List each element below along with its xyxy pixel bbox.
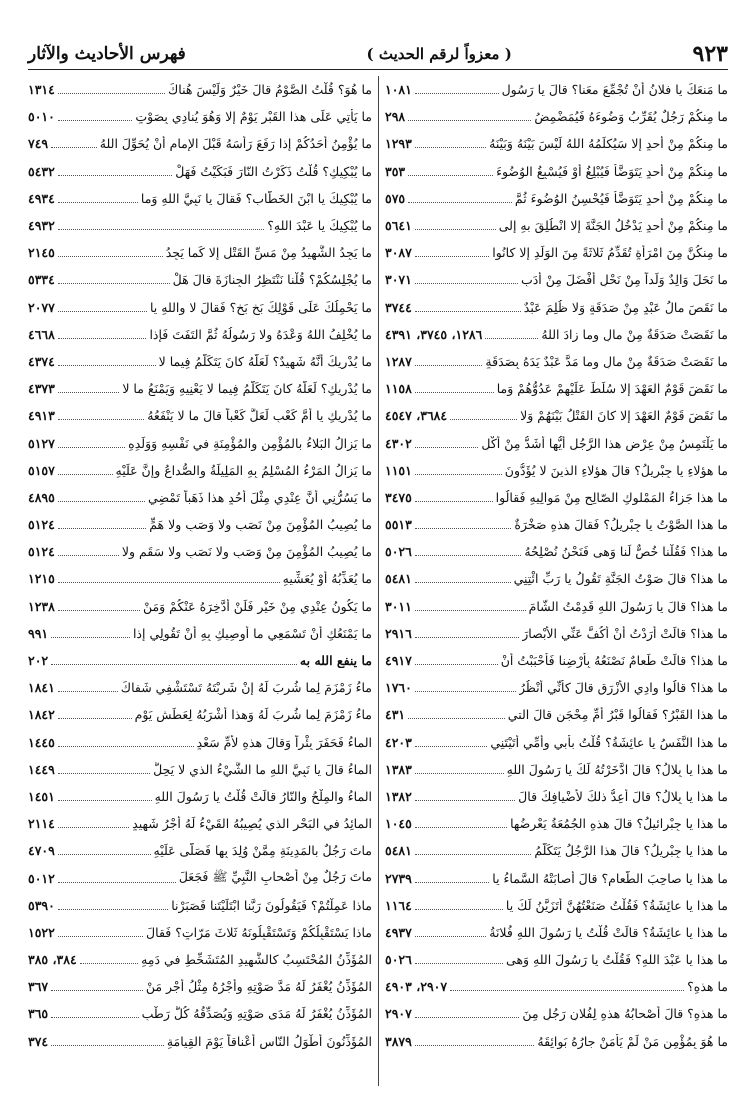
entry-text: المُؤَذِّنُونَ أطْوَلُ النّاسِ أعْناقاً يَوْمَ القِيامَةِ (166, 1033, 372, 1049)
index-entry (28, 402, 372, 429)
entry-text: الماءُ قالَ يا نَبِيَّ اللهِ ما الشَّيْءُ الذي لا يَحِلُّ (153, 761, 372, 777)
index-entry (385, 321, 728, 348)
hadith-number: ١٥٢٢ (28, 924, 55, 940)
entry-text: ماءُ زَمْزَمَ لِما شُرِبَ لَهُ إنْ شَرِبْتَهُ تَسْتَشْفِي شَفاكَ (120, 680, 372, 696)
hadith-number: ٥٦٤١ (385, 218, 412, 234)
index-entry (385, 103, 728, 130)
dot-leader (51, 664, 297, 665)
hadith-number: ١٢٨٧ (385, 353, 412, 369)
dot-leader (408, 175, 493, 176)
index-entry (385, 375, 728, 402)
hadith-number: ٢٩٠٧، ٤٩٠٣ (385, 979, 448, 995)
entry-text: ما هذا القَبْرُ؟ فَقالُوا قَبْرُ أُمِّ مِحْجَنٍ قالَ التي (507, 707, 728, 723)
hadith-number: ٢٩٨ (385, 109, 406, 125)
right-column (378, 76, 728, 1086)
entry-text: ما يُصِيبُ المُؤْمِنَ مِنْ وَصَبٍ ولا نَصَبٍ ولا سَقَمٍ ولا (121, 544, 372, 560)
index-entry (28, 429, 372, 456)
hadith-number: ٣٨٧٩ (385, 1033, 412, 1049)
dot-leader (415, 1045, 535, 1046)
hadith-number: ٣٦٥ (28, 1006, 49, 1022)
hadith-number: ١٨٤١ (28, 680, 55, 696)
index-entry (385, 620, 728, 647)
entry-text: ما هذا؟ قالَتْ أرَدْتُ أنْ أكُفَّ عَنِّي الأبْصارَ (522, 625, 728, 641)
dot-leader (415, 800, 515, 801)
entry-text: ما يُخْلِفُ اللهُ وَعْدَهُ ولا رَسُولُهُ ثُمَّ التَفَتَ فَإذا (149, 326, 372, 342)
entry-text: ما مَنعَكَ يا فلانُ أنْ تُجْمِّعَ معَنا؟ قالَ يا رَسُول (501, 82, 728, 98)
dot-leader (408, 718, 505, 719)
index-entry (28, 375, 372, 402)
entry-text: ما هذا النَّفَسُ يا عائِشَةُ؟ قُلْتُ بأبي وأُمِّي أتَيْتَنِي (490, 734, 728, 750)
dot-leader (58, 691, 118, 692)
entry-text: ما مِنكُمْ رَجُلٌ يُقَرِّبُ وَضُوءَهُ فَيُمَضْمِضُ (534, 109, 728, 125)
entry-text: ماتَ رَجُلٌ مِنْ أصْحابِ النَّبِيِّ ﷺ فَجَعَلَ (178, 868, 372, 884)
dot-leader (415, 691, 516, 692)
entry-text: المُؤَذِّنُ يُغْفَرُ لَهُ مَدَى صَوْتِهِ وَيُصَدِّقُهُ كُلُّ رَطْبٍ (141, 1006, 372, 1022)
dot-leader (415, 256, 489, 257)
index-entry (385, 158, 728, 185)
entry-text: ما يَسُرُّنِي أنَّ عِنْدِي مِثْلَ أُحُدٍ هذا ذَهَباً تَمْضِي (148, 489, 372, 505)
dot-leader (415, 582, 511, 583)
dot-leader (415, 447, 479, 448)
hadith-number: ١٣١٤ (28, 82, 55, 98)
dot-leader (408, 120, 531, 121)
entry-text: ما يَأتِي عَلَى هذا القَبْرِ يَوْمٌ إلا وَهُوَ يُنادِي بِصَوْتٍ (135, 109, 372, 125)
dot-leader (58, 474, 113, 475)
dot-leader (415, 909, 503, 910)
entry-text: ما هذا يا عَبْدَ اللهِ؟ فَقُلْتُ يا رَسُولَ اللهِ وَهى (506, 952, 728, 968)
entry-text: ما يُبْكِيكِ؟ قُلْتُ ذَكَرْتُ النّارَ فَبَكَيْتُ فَهَلْ (175, 163, 372, 179)
index-entry (385, 837, 728, 864)
dot-leader (58, 501, 145, 502)
hadith-number: ١٤٤٩ (28, 761, 55, 777)
entry-text: ما يَزالُ البَلاءُ بالمُؤْمِنِ والمُؤْمِنَةِ في نَفْسِهِ وَوَلَدِهِ (128, 435, 372, 451)
index-entry (28, 321, 372, 348)
index-entry (385, 892, 728, 919)
hadith-number: ٥٠٢٦ (385, 952, 412, 968)
entry-text: ما يُصِيبُ المُؤْمِنَ مِنْ نَصَبٍ ولا وَصَبٍ ولا هَمٍّ (149, 517, 372, 533)
dot-leader (58, 610, 140, 611)
index-entry (385, 593, 728, 620)
entry-text: ما نَقَضَ قَوْمٌ العَهْدَ إلا كانَ القَتْلُ بَيْنَهُمْ وَلا (520, 408, 728, 424)
entry-text: ما نَقَصَتْ صَدَقَةٌ مِنْ مالٍ وما مَدَّ عَبْدٌ يَدَهُ بِصَدَقَةٍ (485, 353, 728, 369)
entry-text: ما مِنكُمْ مِنْ أحدٍ يَتَوَضَّأُ فَيُحْسِنُ الوُضُوءَ ثُمَّ (514, 190, 728, 206)
index-entry (385, 266, 728, 293)
section-subtitle: ( معزواً لرقم الحديث ) (366, 45, 512, 63)
hadith-number: ٣٦٧ (28, 979, 49, 995)
dot-leader (58, 229, 264, 230)
entry-text: ماذا يَسْتَقْبِلُكُمْ وَتَسْتَقْبِلُونَهُ ثَلاثَ مَرّاتٍ؟ فَقالَ (146, 924, 372, 940)
index-entry (28, 864, 372, 891)
dot-leader (58, 936, 143, 937)
index-entry (28, 185, 372, 212)
index-entry (28, 593, 372, 620)
dot-leader (58, 528, 146, 529)
dot-leader (58, 202, 138, 203)
hadith-number: ٣٦٨٤، ٤٥٤٧ (385, 408, 448, 424)
hadith-number: ٥٣٩٠ (28, 897, 55, 913)
index-entry (385, 864, 728, 891)
entry-text: ما هذا؟ قالَ يا رَسُولَ اللهِ قَدِمْتُ الشّامَ (528, 598, 728, 614)
entry-text: ما يُبْكِيكَ يا ابْنَ الخَطّابِ؟ فَقالَ يا نَبِيَّ اللهِ وَما (140, 190, 372, 206)
dot-leader (415, 528, 512, 529)
index-entry (28, 892, 372, 919)
page-number: ٩٢٣ (692, 41, 728, 67)
index-title: فهرس الأحاديث والآثار (28, 44, 186, 64)
dot-leader (58, 555, 119, 556)
entry-text: ماتَ رَجُلٌ بالمَدِينَةِ مِمَّنْ وُلِدَ بِها فَصَلَّى عَلَيْهِ (153, 843, 372, 859)
hadith-number: ١٢٣٨ (28, 598, 55, 614)
hadith-number: ٥٤٨١ (385, 843, 412, 859)
dot-leader (51, 990, 143, 991)
dot-leader (415, 311, 521, 312)
hadith-number: ٣٧٤٤ (385, 299, 412, 315)
index-entry (28, 212, 372, 239)
entry-text: ما هذا يا جِبْريلُ؟ قالَ هذا الرَّجُلُ يَتَكَلَّمُ (534, 843, 728, 859)
index-entry (385, 701, 728, 728)
dot-leader (58, 283, 170, 284)
index-entry (385, 674, 728, 701)
entry-text: ما يَحْمِلُكَ عَلَى قَوْلِكَ بَخٍ بَخٍ؟ فَقالَ لا واللهِ يا (150, 299, 372, 315)
entry-text: ما هذا يا بِلالُ؟ قالَ أُعِدُّ ذلكَ لأضْيافِكَ قالَ (518, 788, 728, 804)
dot-leader (58, 338, 147, 339)
dot-leader (415, 637, 519, 638)
index-entry (28, 783, 372, 810)
index-entry (385, 647, 728, 674)
hadith-number: ٢٩١٦ (385, 625, 412, 641)
hadith-number: ٣٧٤ (28, 1033, 49, 1049)
hadith-number: ١٢١٥ (28, 571, 55, 587)
dot-leader (58, 827, 129, 828)
hadith-number: ١٣٨٣ (385, 761, 412, 777)
index-entry (385, 756, 728, 783)
index-entry (28, 457, 372, 484)
entry-text: ما هذهِ؟ (687, 979, 728, 995)
dot-leader (415, 365, 483, 366)
index-entry (28, 946, 372, 973)
dot-leader (415, 963, 503, 964)
dot-leader (415, 555, 522, 556)
hadith-number: ٤٧٠٩ (28, 843, 55, 859)
dot-leader (58, 773, 150, 774)
entry-text: ما يُؤْمِنُ أحَدُكُمْ إذا رَفَعَ رَأسَهُ قَبْلَ الإمامِ أنْ يُحَوِّلَ اللهُ (99, 136, 372, 152)
entry-text: ما هذهِ؟ قالَ أصْحابُهُ هذهِ لِفُلانٍ رَجُلٍ مِنَ (522, 1006, 728, 1022)
index-entry (385, 348, 728, 375)
hadith-number: ٥٥١٣ (385, 517, 412, 533)
entry-text: ما هذا؟ قالُوا وادِي الأزْرَقِ قالَ كأنِّي أنْظُرُ (519, 680, 728, 696)
index-entry (385, 130, 728, 157)
index-entry (28, 810, 372, 837)
index-entry (385, 1000, 728, 1027)
dot-leader (415, 773, 504, 774)
dot-leader (58, 800, 152, 801)
hadith-number: ٣٨٤، ٣٨٥ (28, 952, 77, 968)
dot-leader (58, 447, 125, 448)
header-rule (28, 69, 728, 70)
dot-leader (58, 120, 132, 121)
hadith-number: ١٤٥١ (28, 788, 55, 804)
index-entry (385, 538, 728, 565)
dot-leader (58, 882, 176, 883)
hadith-number: ٤٩٣٢ (28, 218, 55, 234)
hadith-number: ٢٧٣٩ (385, 870, 412, 886)
dot-leader (58, 392, 119, 393)
dot-leader (80, 963, 138, 964)
dot-leader (415, 1017, 520, 1018)
index-entry (28, 701, 372, 728)
index-entry (28, 484, 372, 511)
hadith-number: ٢١١٤ (28, 816, 55, 832)
entry-text: ما يَكُونُ عِنْدِي مِنْ خَيْرٍ فَلَنْ أدَّخِرَهُ عَنْكُمْ وَمَنْ (142, 598, 372, 614)
index-entry (385, 1028, 728, 1055)
entry-text: ما يُبْكِيكَ يا عَبْدَ اللهِ؟ (267, 218, 372, 234)
dot-leader (415, 229, 496, 230)
entry-text: ما يُدْرِيكِ يا أُمَّ كَعْبٍ لَعَلَّ كَعْباً قالَ ما لا يَنْفَعُهُ (147, 408, 372, 424)
dot-leader (58, 175, 172, 176)
dot-leader (58, 365, 156, 366)
entry-text: ما هذا يا صاحِبَ الطَّعامِ؟ قالَ أصابَتْهُ السَّماءُ يا (492, 870, 728, 886)
hadith-number: ٤٨٩٥ (28, 489, 55, 505)
dot-leader (58, 909, 168, 910)
index-entry (28, 1028, 372, 1055)
hadith-number: ١٨٤٢ (28, 707, 55, 723)
entry-text: ما هؤلاءِ يا جِبْريلُ؟ قالَ هؤلاءِ الذينَ لا يُؤَدُّونَ (504, 462, 728, 478)
dot-leader (415, 501, 493, 502)
index-entry (385, 212, 728, 239)
entry-text: ما نَحَلَ وَالِدٌ وَلَداً مِنْ نَحْلٍ أفْضَلَ مِنْ أدَبٍ (520, 272, 728, 288)
entry-text: المُؤَذِّنُ المُحْتَسِبُ كالشَّهِيدِ المُتَشَحِّطِ في دَمِهِ (141, 952, 372, 968)
hadith-number: ٣٥٣ (385, 163, 406, 179)
dot-leader (58, 582, 280, 583)
index-entry (28, 158, 372, 185)
entry-text: ما هذا يا عائِشَةُ؟ فَقُلْتُ صَنَعْتُهُنَّ أتَزَيَّنُ لَكَ يا (505, 897, 728, 913)
entry-text: الماءُ والمِلْحُ والنّارُ قالَتْ قُلْتُ يا رَسُولَ اللهِ (154, 788, 372, 804)
index-entry (385, 973, 728, 1000)
hadith-number: ٥٠١٠ (28, 109, 55, 125)
entry-text: ما هُوَ بِمُؤْمِنٍ مَنْ لَمْ يَأْمَنْ جارُهُ بَوائِقَهُ (537, 1033, 728, 1049)
entry-text: ما هذا؟ قالَ صَوْتُ الجَنَّةِ تَقُولُ يا رَبِّ ائْتِنِي (513, 571, 728, 587)
hadith-number: ٥٠١٢ (28, 870, 55, 886)
index-columns (28, 76, 728, 1086)
hadith-number: ٥٣٣٤ (28, 272, 55, 288)
index-entry (28, 729, 372, 756)
dot-leader (415, 392, 494, 393)
index-entry (28, 239, 372, 266)
hadith-number: ١٤٤٥ (28, 734, 55, 750)
hadith-number: ٥٤٣٢ (28, 163, 55, 179)
hadith-number: ٤٢٠٣ (385, 734, 412, 750)
entry-text: ما يُجْلِسُكُمْ؟ قُلْنا نَنْتَظِرُ الجِنازَةَ قالَ هَلْ (172, 272, 372, 288)
entry-text: الماءُ فَحَفَرَ بِئْراً وَقالَ هذهِ لأُمِّ سَعْدٍ (196, 734, 372, 750)
hadith-number: ٩٩١ (28, 625, 49, 641)
hadith-number: ٤٩١٣ (28, 408, 55, 424)
entry-text: ما مِنكُمْ مِنْ أحدٍ يَدْخُلُ الجَنَّةَ إلا انْطُلِقَ بهِ إلى (498, 218, 728, 234)
index-entry (28, 348, 372, 375)
index-entry (385, 729, 728, 756)
hadith-number: ٤٣٠٢ (385, 435, 412, 451)
hadith-number: ٢٩٠٧ (385, 1006, 412, 1022)
hadith-number: ١٠٨١ (385, 82, 412, 98)
index-entry (385, 511, 728, 538)
index-entry (385, 457, 728, 484)
entry-text: ما يُدْرِيكِ؟ لَعَلَّهُ كانَ يَتَكَلَّمُ فِيما لا يَعْنِيهِ وَيَمْنَعُ ما لا (122, 381, 372, 397)
hadith-number: ١١٦٤ (385, 897, 412, 913)
index-entry (28, 76, 372, 103)
entry-text: المُؤَذِّنُ يُغْفَرُ لَهُ مَدَّ صَوْتِهِ وأجْرُهُ مِثْلُ أجْرِ مَنْ (145, 979, 372, 995)
entry-text: ما يُعَذِّبُهُ أوْ يُعَشِّيهِ (282, 571, 372, 587)
hadith-number: ٥١٢٤ (28, 517, 55, 533)
page-header (28, 40, 728, 68)
entry-text: ما هذا؟ فَقُلْنا خُصٌّ لَنا وَهى فَنَحْنُ نُصْلِحُهُ (524, 544, 728, 560)
hadith-number: ١١٥٨ (385, 381, 412, 397)
entry-text: ما هُوَ؟ قُلْتُ الصَّوْمُ قالَ خَيْرٌ وَلَيْسَ هُناكَ (168, 82, 372, 98)
dot-leader (415, 882, 489, 883)
index-entry (385, 946, 728, 973)
index-entry (385, 919, 728, 946)
index-entry (385, 484, 728, 511)
dot-leader (485, 338, 538, 339)
entry-text: ماءُ زَمْزَمَ لِما شُرِبَ لَهُ وَهذا أشْرَبُهُ لِعَطَشِ يَوْمِ (134, 707, 372, 723)
entry-text: ما مِنكُنَّ مِنَ امْرَأةٍ تُقَدِّمُ ثَلاثَةً مِنَ الوَلَدِ إلا كانُوا (492, 245, 728, 261)
entry-text: ما هذا جَزاءُ المَمْلوكِ الصّالِحِ مِنْ مَوالِيهِ فَقالُوا (495, 489, 728, 505)
index-entry (28, 1000, 372, 1027)
index-entry (28, 973, 372, 1000)
dot-leader (51, 1017, 139, 1018)
index-entry (28, 294, 372, 321)
entry-text: ما مِنكُمْ مِنْ أحدٍ إلا سَيُكلِّمُهُ اللهُ لَيْسَ بَيْنَهُ وَبَيْنَهُ (489, 136, 728, 152)
hadith-number: ١٢٨٦، ٣٧٤٥، ٤٣٩١ (385, 326, 483, 342)
dot-leader (415, 936, 486, 937)
hadith-number: ٤٩١٧ (385, 653, 412, 669)
entry-text: ما هذا الصَّوْتُ يا جِبْريلُ؟ فَقالَ هذهِ صَخْرَةٌ (514, 517, 728, 533)
entry-text: ما يَمْنَعُكِ أنْ تَسْمَعِي ما أُوصِيكِ بِهِ أنْ تَقُولِي إذا (132, 625, 372, 641)
hadith-number: ١٠٤٥ (385, 816, 412, 832)
entry-text: ما مِنكُمْ مِنْ أحدٍ يَتَوَضَّأُ فَيُبْلِغُ أوْ فَيُسْبِغُ الوُضُوءَ (496, 163, 728, 179)
hadith-number: ١٢٩٣ (385, 136, 412, 152)
index-entry (28, 511, 372, 538)
hadith-number: ٣٤٧٥ (385, 489, 412, 505)
hadith-number: ٢٠٢ (28, 653, 49, 669)
entry-text: ما هذا يا عائِشَةُ؟ قالَتْ قُلْتُ يا رَسُولَ اللهِ فُلانَةُ (489, 924, 728, 940)
hadith-number: ١٣٨٢ (385, 788, 412, 804)
hadith-number: ٣٠٨٧ (385, 245, 412, 261)
index-entry (28, 919, 372, 946)
dot-leader (415, 93, 499, 94)
dot-leader (415, 474, 502, 475)
dot-leader (415, 746, 488, 747)
entry-text: ما هذا يا جِبْرائيلُ؟ قالَ هذهِ الجُمُعَةُ يَعْرِضُها (510, 816, 728, 832)
hadith-number: ٤٣٧٣ (28, 381, 55, 397)
entry-text: ما هذا؟ قالَتْ طَعامٌ نَصْنَعُهُ بِأرْضِنا فَأحْبَبْتُ أنْ (500, 653, 728, 669)
dot-leader (450, 419, 517, 420)
dot-leader (415, 147, 486, 148)
index-entry (385, 402, 728, 429)
hadith-number: ٥٠٢٦ (385, 544, 412, 560)
hadith-number: ١١٥١ (385, 462, 412, 478)
index-entry (28, 565, 372, 592)
index-entry (28, 620, 372, 647)
hadith-number: ٤٩٣٧ (385, 924, 412, 940)
index-entry (385, 185, 728, 212)
hadith-number: ٧٤٩ (28, 136, 49, 152)
index-entry (28, 674, 372, 701)
hadith-number: ٥١٢٤ (28, 544, 55, 560)
dot-leader (58, 256, 163, 257)
dot-leader (58, 419, 144, 420)
entry-text: ما يَجِدُ الشَّهِيدُ مِنْ مَسِّ القَتْلِ إلا كَما يَجِدُ (165, 245, 372, 261)
entry-text: ما يَلْتَمِسُ مِنْ عِرْضِ هذا الرَّجُلِ أيُّها أشَدُّ مِنْ أكْلِ (481, 435, 728, 451)
hadith-number: ٤٣٧٤ (28, 353, 55, 369)
dot-leader (415, 283, 518, 284)
index-entry (385, 810, 728, 837)
dot-leader (450, 990, 684, 991)
dot-leader (408, 202, 512, 203)
entry-text: ما يُدْرِيكَ أنَّهُ شَهِيدٌ؟ لَعَلَّهُ كانَ يَتَكَلَّمُ فِيما لا (158, 353, 372, 369)
hadith-number: ٥١٢٧ (28, 435, 55, 451)
dot-leader (415, 854, 531, 855)
entry-text: ما يَزالُ المَرْءُ المُسْلِمُ بِهِ المَلِيلَةُ والصُّداعُ وإنَّ عَلَيْهِ (115, 462, 372, 478)
dot-leader (58, 311, 147, 312)
dot-leader (51, 1045, 164, 1046)
entry-text: ما نَقَضَ قَوْمٌ العَهْدَ إلا سُلِّطَ عَلَيْهِمْ عَدُوُّهُمْ وَما (496, 381, 728, 397)
hadith-number: ٣٠٧١ (385, 272, 412, 288)
entry-text: ما نَقَصَتْ صَدَقَةٌ مِنْ مالٍ وما زادَ اللهُ (541, 326, 728, 342)
entry-text: ماذا عَمِلْتُمْ؟ فَيَقُولُونَ رَبَّنا ابْتَلَيْتَنا فَصَبَرْنا (171, 897, 372, 913)
index-entry (385, 76, 728, 103)
index-entry (28, 103, 372, 130)
hadith-number: ٣٠١١ (385, 598, 412, 614)
dot-leader (415, 610, 526, 611)
hadith-number: ٢١٤٥ (28, 245, 55, 261)
index-entry (385, 294, 728, 321)
hadith-number: ٥٧٥ (385, 190, 406, 206)
dot-leader (58, 746, 194, 747)
dot-leader (51, 147, 97, 148)
index-entry (385, 239, 728, 266)
hadith-number: ٤٦٦٨ (28, 326, 55, 342)
index-entry (28, 647, 372, 674)
hadith-number: ٥١٥٧ (28, 462, 55, 478)
dot-leader (415, 664, 498, 665)
entry-text: ما نَقَصَ مالُ عَبْدٍ مِنْ صَدَقَةٍ وَلا ظُلِمَ عَبْدٌ (523, 299, 728, 315)
index-entry (385, 429, 728, 456)
entry-text: ما ينفع الله به (299, 653, 372, 669)
dot-leader (415, 827, 507, 828)
hadith-number: ١٧٦٠ (385, 680, 412, 696)
entry-text: ما هذا يا بِلالُ؟ قالَ ادَّخَرْتُهُ لَكَ يا رَسُولَ اللهِ (506, 761, 728, 777)
dot-leader (58, 854, 151, 855)
index-entry (28, 538, 372, 565)
dot-leader (51, 637, 130, 638)
index-entry (28, 266, 372, 293)
dot-leader (58, 93, 165, 94)
index-entry (28, 130, 372, 157)
index-entry (28, 837, 372, 864)
index-entry (28, 756, 372, 783)
dot-leader (58, 718, 132, 719)
index-entry (385, 565, 728, 592)
hadith-number: ٤٣١ (385, 707, 406, 723)
hadith-number: ٢٠٧٧ (28, 299, 55, 315)
hadith-number: ٤٩٣٤ (28, 190, 55, 206)
hadith-number: ٥٤٨١ (385, 571, 412, 587)
left-column (28, 76, 372, 1086)
index-entry (385, 783, 728, 810)
entry-text: المائِدُ في البَحْرِ الذي يُصِيبُهُ القَيْءُ لَهُ أجْرُ شَهِيدٍ (132, 816, 372, 832)
